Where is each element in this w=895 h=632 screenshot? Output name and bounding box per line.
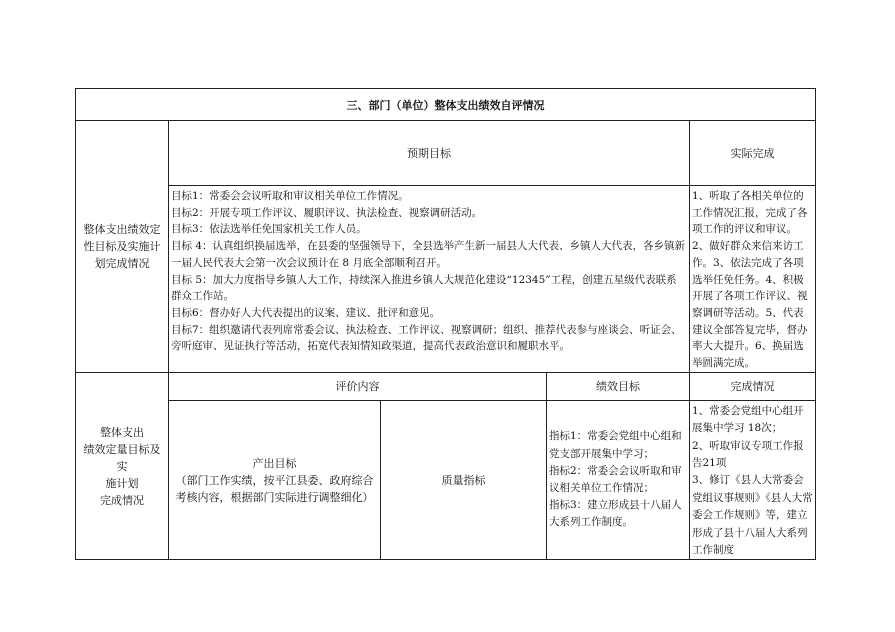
qualitative-side-label: 整体支出绩效定性目标及实施计划完成情况 (76, 121, 169, 373)
goal-item: 目标 5：加大力度指导乡镇人大工作，持续深入推进乡镇人大规范化建设“12345”工程，创建五星级代表联系群众工作站。 (171, 273, 677, 303)
completion-item: 2、听取审议专项工作报告21项 (692, 439, 804, 469)
goal-item: 目标7：组织邀请代表列席常委会议、执法检查、工作评议、视察调研；组织、推荐代表参与座谈会、听证会、旁听庭审、见证执行等活动，拓宽代表知情知政渠道，提高代表政治意识和履职水平。 (171, 323, 682, 353)
completion-list (690, 400, 816, 560)
quantitative-side-line: 施计划 (105, 476, 139, 490)
completion-item: 1、常委会党组中心组开展集中学习 18次； (692, 404, 804, 435)
expected-goals-cell (169, 186, 690, 373)
goal-item: 目标2：开展专项工作评议、履职评议、执法检查、视察调研活动。 (171, 206, 483, 219)
goal-item: 目标1：常委会会议听取和审议相关单位工作情况。 (171, 190, 409, 202)
quantitative-side-line: 整体支出 (100, 425, 144, 439)
actual-completion-text: 1、听取了各相关单位的工作情况汇报，完成了各项工作的评议和审议。2、做好群众来信来访工作。3、依法完成了各项选举任免任务。4、积极开展了各项工作评议、视察调研等活动。5、代表建议全部答复完毕，督办率大大提升。6、换届选举圆满完成。 (690, 186, 816, 373)
quantitative-side-line: 完成情况 (100, 493, 144, 507)
actual-completion-header: 实际完成 (690, 121, 816, 186)
evaluation-content-header: 评价内容 (169, 372, 547, 400)
goal-item: 目标6：督办好人大代表提出的议案、建议、批评和意见。 (171, 306, 441, 319)
indicator-item: 指标2：常委会会议听取和审议相关单位工作情况； (549, 464, 682, 495)
completion-header: 完成情况 (690, 372, 816, 400)
expected-goals-header: 预期目标 (169, 121, 690, 186)
performance-target-header: 绩效目标 (547, 372, 690, 400)
quantitative-side-label (76, 372, 169, 560)
quantitative-side-line: 绩效定量目标及实 (83, 442, 161, 473)
section-title: 三、部门（单位）整体支出绩效自评情况 (76, 89, 816, 121)
output-target-cell (169, 400, 381, 560)
completion-item: 3、修订《县人大常委会党组议事规则》《县人大常委会工作规则》等，建立形成了县十八届人大系列工作制度 (692, 474, 813, 556)
output-target-title: 产出目标 (252, 456, 297, 470)
goal-item: 目标3：依法选举任免国家机关工作人员。 (171, 223, 367, 236)
goal-item: 目标 4：认真组织换届选举，在县委的坚强领导下，全县选举产生新一届县人大代表、乡镇人大代表，各乡镇新一届人民代表大会第一次会议预计在 8 月底全部顺利召开。 (171, 240, 686, 269)
quality-indicator-label: 质量指标 (381, 400, 547, 560)
indicator-list (547, 400, 690, 560)
indicator-item: 指标1：常委会党组中心组和党支部开展集中学习； (549, 430, 682, 460)
performance-table-wrap (75, 88, 815, 560)
indicator-item: 指标3：建立形成县十八届人大系列工作制度。 (549, 499, 682, 529)
output-target-note: （部门工作实绩，按平江县委、政府综合考核内容，根据部门实际进行调整细化） (175, 473, 374, 504)
performance-table (75, 88, 816, 560)
